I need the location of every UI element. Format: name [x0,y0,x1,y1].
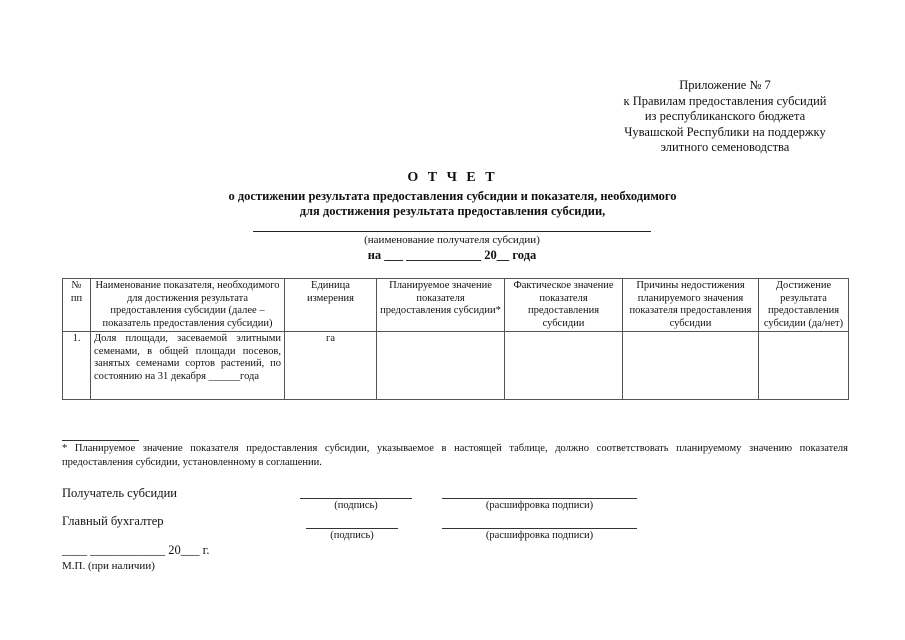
table-header-row [63,279,849,332]
cell-name: Доля площади, засеваемой элитными семенами, в общей площади посевов, занятых семенами сортов растений, по состоянию на 31 декабря ______года [91,332,285,400]
decoding-caption: (расшифровка подписи) [485,530,594,541]
appendix-line: Приложение № 7 [679,78,771,92]
header-cell-num: № пп [63,279,91,332]
table-row [63,332,849,400]
cell-unit: га [285,332,377,400]
recipient-decoding-line[interactable] [442,498,637,499]
signature-caption: (подпись) [334,500,378,511]
recipient-caption: (наименование получателя субсидии) [364,234,540,246]
cell-planned[interactable] [377,332,505,400]
appendix-line: Чувашской Республики на поддержку [624,124,826,139]
cell-reasons[interactable] [623,332,759,400]
decoding-caption: (расшифровка подписи) [485,500,594,511]
recipient-signature-line[interactable] [300,498,412,499]
accountant-decoding-line[interactable] [442,528,637,529]
report-table [62,278,849,400]
report-date-line: на ___ ____________ 20__ года [367,248,537,262]
recipient-label: Получатель субсидии [62,486,177,500]
cell-num: 1. [63,332,91,400]
header-cell-name: Наименование показателя, необходимого для достижения результата предоставления субсидии (далее – показатель предоставления субсидии) [91,279,285,332]
cell-achieved[interactable] [759,332,849,400]
header-cell-reasons: Причины недостижения планируемого значения показателя предоставления субсидии [623,279,759,332]
accountant-label: Главный бухгалтер [62,514,164,528]
footnote-separator [62,440,139,441]
appendix-line: из республиканского бюджета [644,109,806,123]
header-cell-achieved: Достижение результата предоставления субсидии (да/нет) [759,279,849,332]
report-subtitle-line: для достижения результата предоставления субсидии, [299,203,606,218]
recipient-name-line [253,231,651,232]
signature-caption: (подпись) [330,530,374,541]
appendix-block [590,78,860,156]
report-subtitle-line: о достижении результата предоставления субсидии и показателя, необходимого [228,189,677,203]
report-subtitle [150,189,755,218]
appendix-line: к Правилам предоставления субсидий [623,93,827,108]
cell-actual[interactable] [505,332,623,400]
stamp-note: М.П. (при наличии) [62,560,155,572]
footnote: * Планируемое значение показателя предоставления субсидии, указываемое в настоящей таблице, должно соответствовать планируемому значению показателя предоставления субсидии, установленному в соглашении. [62,443,848,468]
appendix-line: элитного семеноводства [660,140,790,154]
header-cell-actual: Фактическое значение показателя предоставления субсидии [505,279,623,332]
report-title: О Т Ч Е Т [407,170,498,185]
header-cell-unit: Единица измерения [285,279,377,332]
accountant-signature-line[interactable] [306,528,398,529]
signature-date: ____ ____________ 20___ г. [62,543,210,557]
header-cell-planned: Планируемое значение показателя предоставления субсидии* [377,279,505,332]
